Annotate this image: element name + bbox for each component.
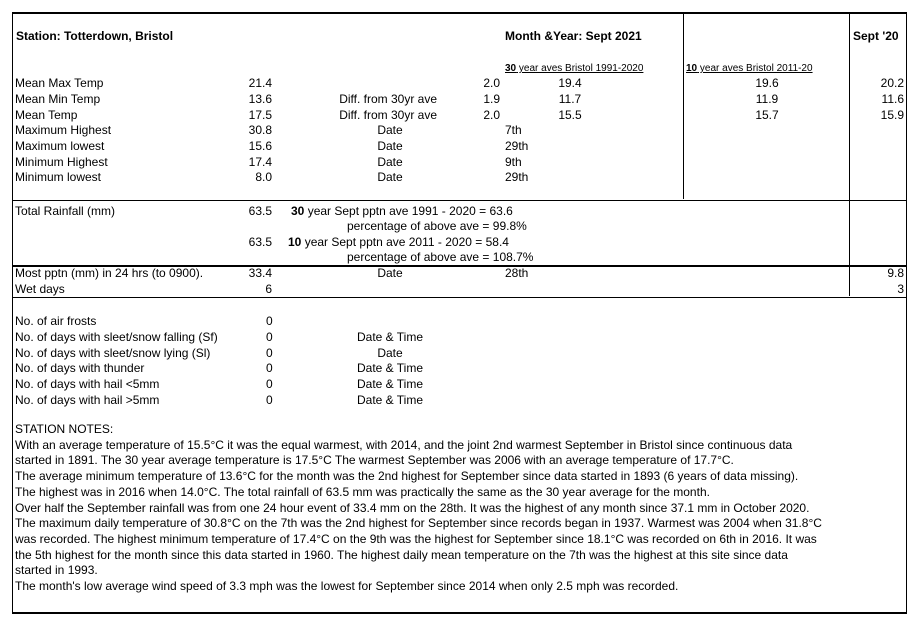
wet-days-value: 6 bbox=[265, 282, 272, 296]
temp-label: Maximum Highest bbox=[15, 123, 112, 137]
count-label: No. of days with sleet/snow lying (Sl) bbox=[15, 346, 211, 360]
notes-line: The maximum daily temperature of 30.8°C on the 7th was the 2nd highest for September since records began in 1937. Warmest was 2004 when 31.8°C bbox=[15, 516, 822, 531]
temp-ave30: 19.4 bbox=[558, 76, 582, 90]
temp-label: Maximum lowest bbox=[15, 139, 105, 153]
month-year-title: Month &Year: Sept 2021 bbox=[505, 29, 642, 43]
temp-mid: Date bbox=[377, 155, 403, 169]
count-value: 0 bbox=[266, 346, 273, 360]
temp-ave30: 11.7 bbox=[558, 92, 582, 106]
frame-left bbox=[12, 12, 13, 614]
temp-ave10: 19.6 bbox=[755, 76, 779, 90]
rainfall-label: Total Rainfall (mm) bbox=[15, 204, 116, 218]
count-value: 0 bbox=[266, 393, 273, 407]
count-label: No. of days with thunder bbox=[15, 361, 145, 375]
notes-line: The month's low average wind speed of 3.3 mph was the lowest for September since 2014 when only 2.5 mph was recorded. bbox=[15, 579, 679, 594]
rainfall-ave10-line bbox=[288, 235, 509, 250]
count-label: No. of days with hail >5mm bbox=[15, 393, 160, 407]
notes-title: STATION NOTES: bbox=[15, 422, 114, 436]
count-value: 0 bbox=[266, 330, 273, 344]
notes-line: the 5th highest for the month since this data started in 1960. The highest daily mean temperature on the 7th was the highest at this site since data bbox=[15, 547, 788, 562]
temp-diff: 2.0 bbox=[483, 108, 500, 122]
temp-value: 17.5 bbox=[248, 108, 272, 122]
ave10-header bbox=[686, 61, 813, 76]
temp-ave10: 11.9 bbox=[755, 92, 779, 106]
station-title: Station: Totterdown, Bristol bbox=[16, 29, 174, 43]
notes-line: was recorded. The highest minimum temperature of 17.4°C on the 9th was the highest for September since 18.1°C was recorded on 6th in 2016. It was bbox=[15, 531, 817, 546]
rainfall-pct10: percentage of above ave = 108.7% bbox=[347, 250, 534, 264]
count-mid: Date & Time bbox=[356, 361, 424, 375]
most-pptn-prev: 9.8 bbox=[887, 266, 904, 280]
most-pptn-label: Most pptn (mm) in 24 hrs (to 0900). bbox=[15, 266, 204, 280]
count-value: 0 bbox=[266, 361, 273, 375]
ave10-header-text: year aves Bristol 2011-20 bbox=[697, 63, 813, 74]
rainfall-ave30-num: 30 bbox=[291, 204, 305, 218]
ave30-header-text: year aves Bristol 1991-2020 bbox=[516, 63, 644, 74]
temp-label: Mean Max Temp bbox=[15, 76, 104, 90]
count-value: 0 bbox=[266, 377, 273, 391]
ave30-header bbox=[505, 61, 643, 76]
rainfall-ave30-text: year Sept pptn ave 1991 - 2020 = 63.6 bbox=[304, 204, 513, 218]
temp-value: 21.4 bbox=[248, 76, 272, 90]
rainfall-value: 63.5 bbox=[248, 204, 272, 218]
divider-col-prev bbox=[849, 14, 850, 296]
ave10-header-num: 10 bbox=[686, 63, 698, 74]
count-label: No. of days with hail <5mm bbox=[15, 377, 160, 391]
count-mid: Date & Time bbox=[356, 377, 424, 391]
most-pptn-date: 28th bbox=[505, 266, 529, 280]
most-pptn-mid: Date bbox=[377, 266, 403, 280]
count-label: No. of days with sleet/snow falling (Sf) bbox=[15, 330, 218, 344]
notes-line: With an average temperature of 15.5°C it was the equal warmest, with 2014, and the joint 2nd warmest September in Bristol since continuous data bbox=[15, 437, 793, 452]
rainfall-value-2: 63.5 bbox=[248, 235, 272, 249]
temp-date: 7th bbox=[505, 123, 522, 137]
temp-value: 13.6 bbox=[248, 92, 272, 106]
rainfall-ave10-text: year Sept pptn ave 2011 - 2020 = 58.4 bbox=[301, 235, 509, 249]
notes-line: The highest was in 2016 when 14.0°C. The total rainfall of 63.5 mm was practically the same as the 30 year average for the month. bbox=[15, 484, 710, 499]
divider-temps bbox=[12, 200, 907, 201]
notes-line: started in 1993. bbox=[15, 563, 98, 578]
wet-days-label: Wet days bbox=[15, 282, 65, 296]
temp-ave30: 15.5 bbox=[558, 108, 582, 122]
ave30-header-num: 30 bbox=[505, 63, 517, 74]
temp-prev: 15.9 bbox=[880, 108, 904, 122]
divider-col-ave10 bbox=[683, 14, 684, 199]
count-label: No. of air frosts bbox=[15, 314, 97, 328]
temp-label: Mean Temp bbox=[15, 108, 78, 122]
frame-top bbox=[12, 12, 907, 14]
divider-pptn bbox=[12, 297, 907, 298]
temp-ave10: 15.7 bbox=[755, 108, 779, 122]
temp-value: 30.8 bbox=[248, 123, 272, 137]
temp-mid: Diff. from 30yr ave bbox=[339, 92, 437, 106]
temp-value: 15.6 bbox=[248, 139, 272, 153]
temp-prev: 20.2 bbox=[880, 76, 904, 90]
temp-mid: Date bbox=[377, 170, 403, 184]
temp-label: Mean Min Temp bbox=[15, 92, 101, 106]
temp-diff: 1.9 bbox=[483, 92, 500, 106]
temp-prev: 11.6 bbox=[881, 92, 904, 106]
frame-right bbox=[906, 12, 907, 614]
temp-diff: 2.0 bbox=[483, 76, 500, 90]
temp-mid: Date bbox=[377, 139, 403, 153]
temp-label: Minimum Highest bbox=[15, 155, 108, 169]
temp-mid: Date bbox=[377, 123, 403, 137]
temp-mid: Diff. from 30yr ave bbox=[339, 108, 437, 122]
rainfall-pct30: percentage of above ave = 99.8% bbox=[347, 219, 527, 233]
station-notes bbox=[15, 422, 905, 595]
notes-line: The average minimum temperature of 13.6°C for the month was the 2nd highest for September since data started in 1893 (6 years of data missing). bbox=[15, 469, 799, 484]
most-pptn-value: 33.4 bbox=[248, 266, 272, 280]
count-value: 0 bbox=[266, 314, 273, 328]
temp-value: 17.4 bbox=[248, 155, 272, 169]
temp-value: 8.0 bbox=[255, 170, 272, 184]
temp-label: Minimum lowest bbox=[15, 170, 102, 184]
count-mid: Date & Time bbox=[356, 393, 424, 407]
prev-year-title: Sept '20 bbox=[853, 29, 899, 43]
count-mid: Date bbox=[377, 346, 403, 360]
temp-date: 29th bbox=[505, 139, 529, 153]
temp-date: 9th bbox=[505, 155, 522, 169]
notes-line: started in 1891. The 30 year average temperature is 17.5°C The warmest September was 2006 with an average temperature of 17.7°C. bbox=[15, 453, 734, 468]
frame-bottom bbox=[12, 612, 907, 614]
wet-days-prev: 3 bbox=[897, 282, 904, 296]
notes-line: Over half the September rainfall was from one 24 hour event of 33.4 mm on the 28th. It was the highest of any month since 37.1 mm in October 2020. bbox=[15, 500, 810, 515]
rainfall-ave10-num: 10 bbox=[288, 235, 302, 249]
temp-date: 29th bbox=[505, 170, 529, 184]
count-mid: Date & Time bbox=[356, 330, 424, 344]
rainfall-ave30-line bbox=[291, 204, 513, 219]
